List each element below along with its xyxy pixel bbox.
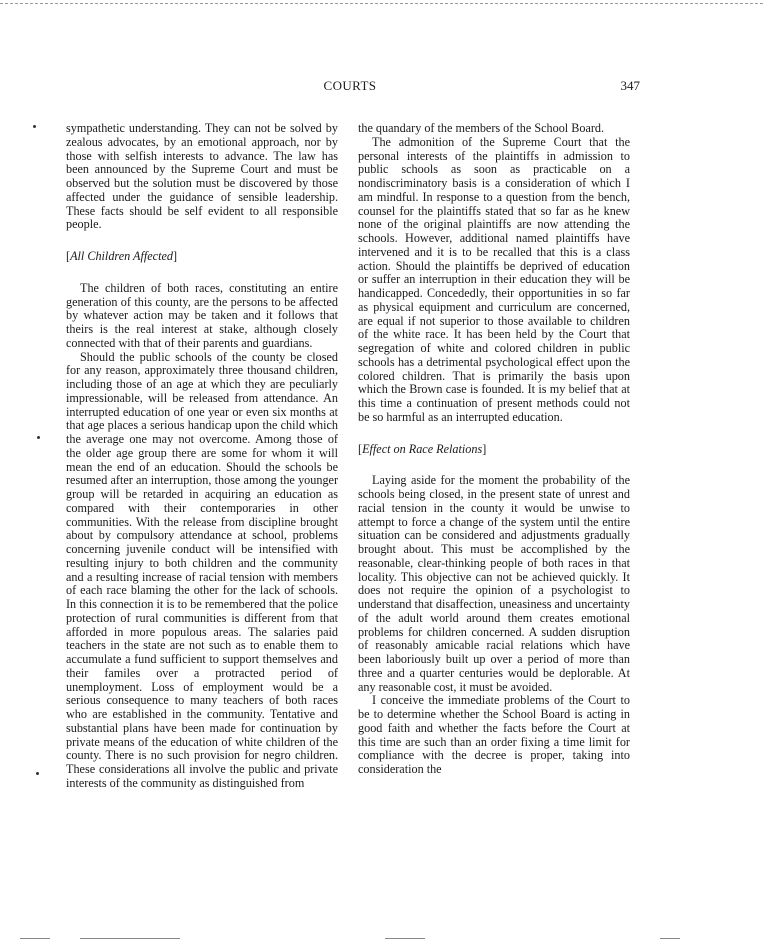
section-heading-text: Effect on Race Relations bbox=[362, 441, 483, 456]
scan-top-edge bbox=[0, 3, 763, 4]
paragraph: Should the public schools of the county be closed for any reason, approximately three thousand children, including those of an age at which they are peculiarly impressionable, will be released from attendance. An interrupted education of one year or even six months at that age places a serious handicap upon the child which the average one may not overcome. Among those of the older age group there are some for whom it will mean the end of an education. Should the schools be resumed after an interruption, those among the younger group will be retarded in acquiring an education as compared with their contemporaries in other communities. With the release from discipline brought about by compulsory attendance at school, problems concerning juvenile conduct will be intensified with resulting injury to both children and the community and a resulting increase of racial tension with members of each race blaming the other for the lack of schools. In this connection it is to be remembered that the police protection of rural communities is different from that afforded in more populous areas. The salaries paid teachers in the state are not such as to enable them to accumulate a fund sufficient to support themselves and their familes over a protracted period of unemployment. Loss of employment would be a serious consequence to many teachers of both races who are established in the community. Tentative and substantial plans have been made for continuation by private means of the education of white children of the county. There is no such provision for negro children. These considerations all involve the public and private interests of the community as distinguished from bbox=[66, 349, 338, 790]
running-head: COURTS bbox=[323, 78, 377, 93]
page-header bbox=[60, 78, 640, 96]
right-column bbox=[358, 122, 630, 777]
scan-bottom-edge bbox=[660, 938, 680, 939]
paragraph: Laying aside for the moment the probability of the schools being closed, in the present state of unrest and racial tension in the county it would be unwise to attempt to force a change of the system until the entire situation can be considered and adjustments gradually brought about. This must be accomplished by the reasonable, clear-thinking people of both races in that locality. This objective can not be achieved quickly. It does not require the opinion of a psychologist to understand that disaffection, uneasiness and uncertainty of the adult world around them creates emotional problems for children concerned. A sudden disruption of reasonably amicable racial relations which have been laboriously built up over a period of more than three and a quarter centuries would be deplorable. At any reasonable cost, it must be avoided. bbox=[358, 473, 630, 694]
section-heading: [Effect on Race Relations] bbox=[358, 441, 487, 456]
margin-speck bbox=[37, 436, 40, 439]
margin-speck bbox=[36, 772, 39, 775]
section-heading-text: All Children Affected bbox=[70, 249, 173, 263]
paragraph: the quandary of the members of the School Board. bbox=[358, 121, 605, 135]
scan-bottom-edge bbox=[385, 938, 425, 939]
paragraph: sympathetic understanding. They can not be solved by zealous advocates, by an emotional approach, nor by those with selfish interests to advance. The law has been announced by the Supreme Court and must be observed but the solution must be discovered by those affected under the guidance of sensible leadership. These facts should be self evident to all responsible people. bbox=[66, 121, 338, 232]
paragraph: I conceive the immediate problems of the Court to be to determine whether the School Board is acting in good faith and whether the facts before the Court at this time are such than an order fixing a time limit for compliance with the decree is proper, taking into consideration the bbox=[358, 693, 630, 776]
section-heading: [All Children Affected] bbox=[66, 249, 178, 263]
left-column bbox=[66, 122, 338, 791]
scan-bottom-edge bbox=[80, 938, 180, 939]
scan-bottom-edge bbox=[20, 938, 50, 939]
paragraph: The children of both races, constituting an entire generation of this county, are the persons to be affected by whatever action may be taken and it follows that theirs is the real interest at stake, although closely connected with that of their parents and guardians. bbox=[66, 280, 338, 350]
page-number: 347 bbox=[620, 78, 640, 93]
paragraph: The admonition of the Supreme Court that the personal interests of the plaintiffs in admission to public schools as soon as practicable on a nondiscriminatory basis is a consideration of which I am mindful. In response to a question from the bench, counsel for the plaintiffs stated that so far as he knew none of the original plaintiffs are now attending the schools. However, additional named plaintiffs have intervened and it is to be recalled that this is a class action. Should the plaintiffs be deprived of education or suffer an interruption in their education they will be handicapped. Concededly, their opportunities in so far as physical equipment and curriculum are concerned, are equal if not superior to those available to children of the white race. It has been held by the Court that segregation of white and colored children in public schools has a detrimental psychological effect upon the colored children. That is primarily the basis upon which the Brown case is founded. It is my belief that at this time a continuation of present methods could not be so harmful as an interrupted education. bbox=[358, 134, 630, 424]
margin-speck bbox=[33, 125, 36, 128]
